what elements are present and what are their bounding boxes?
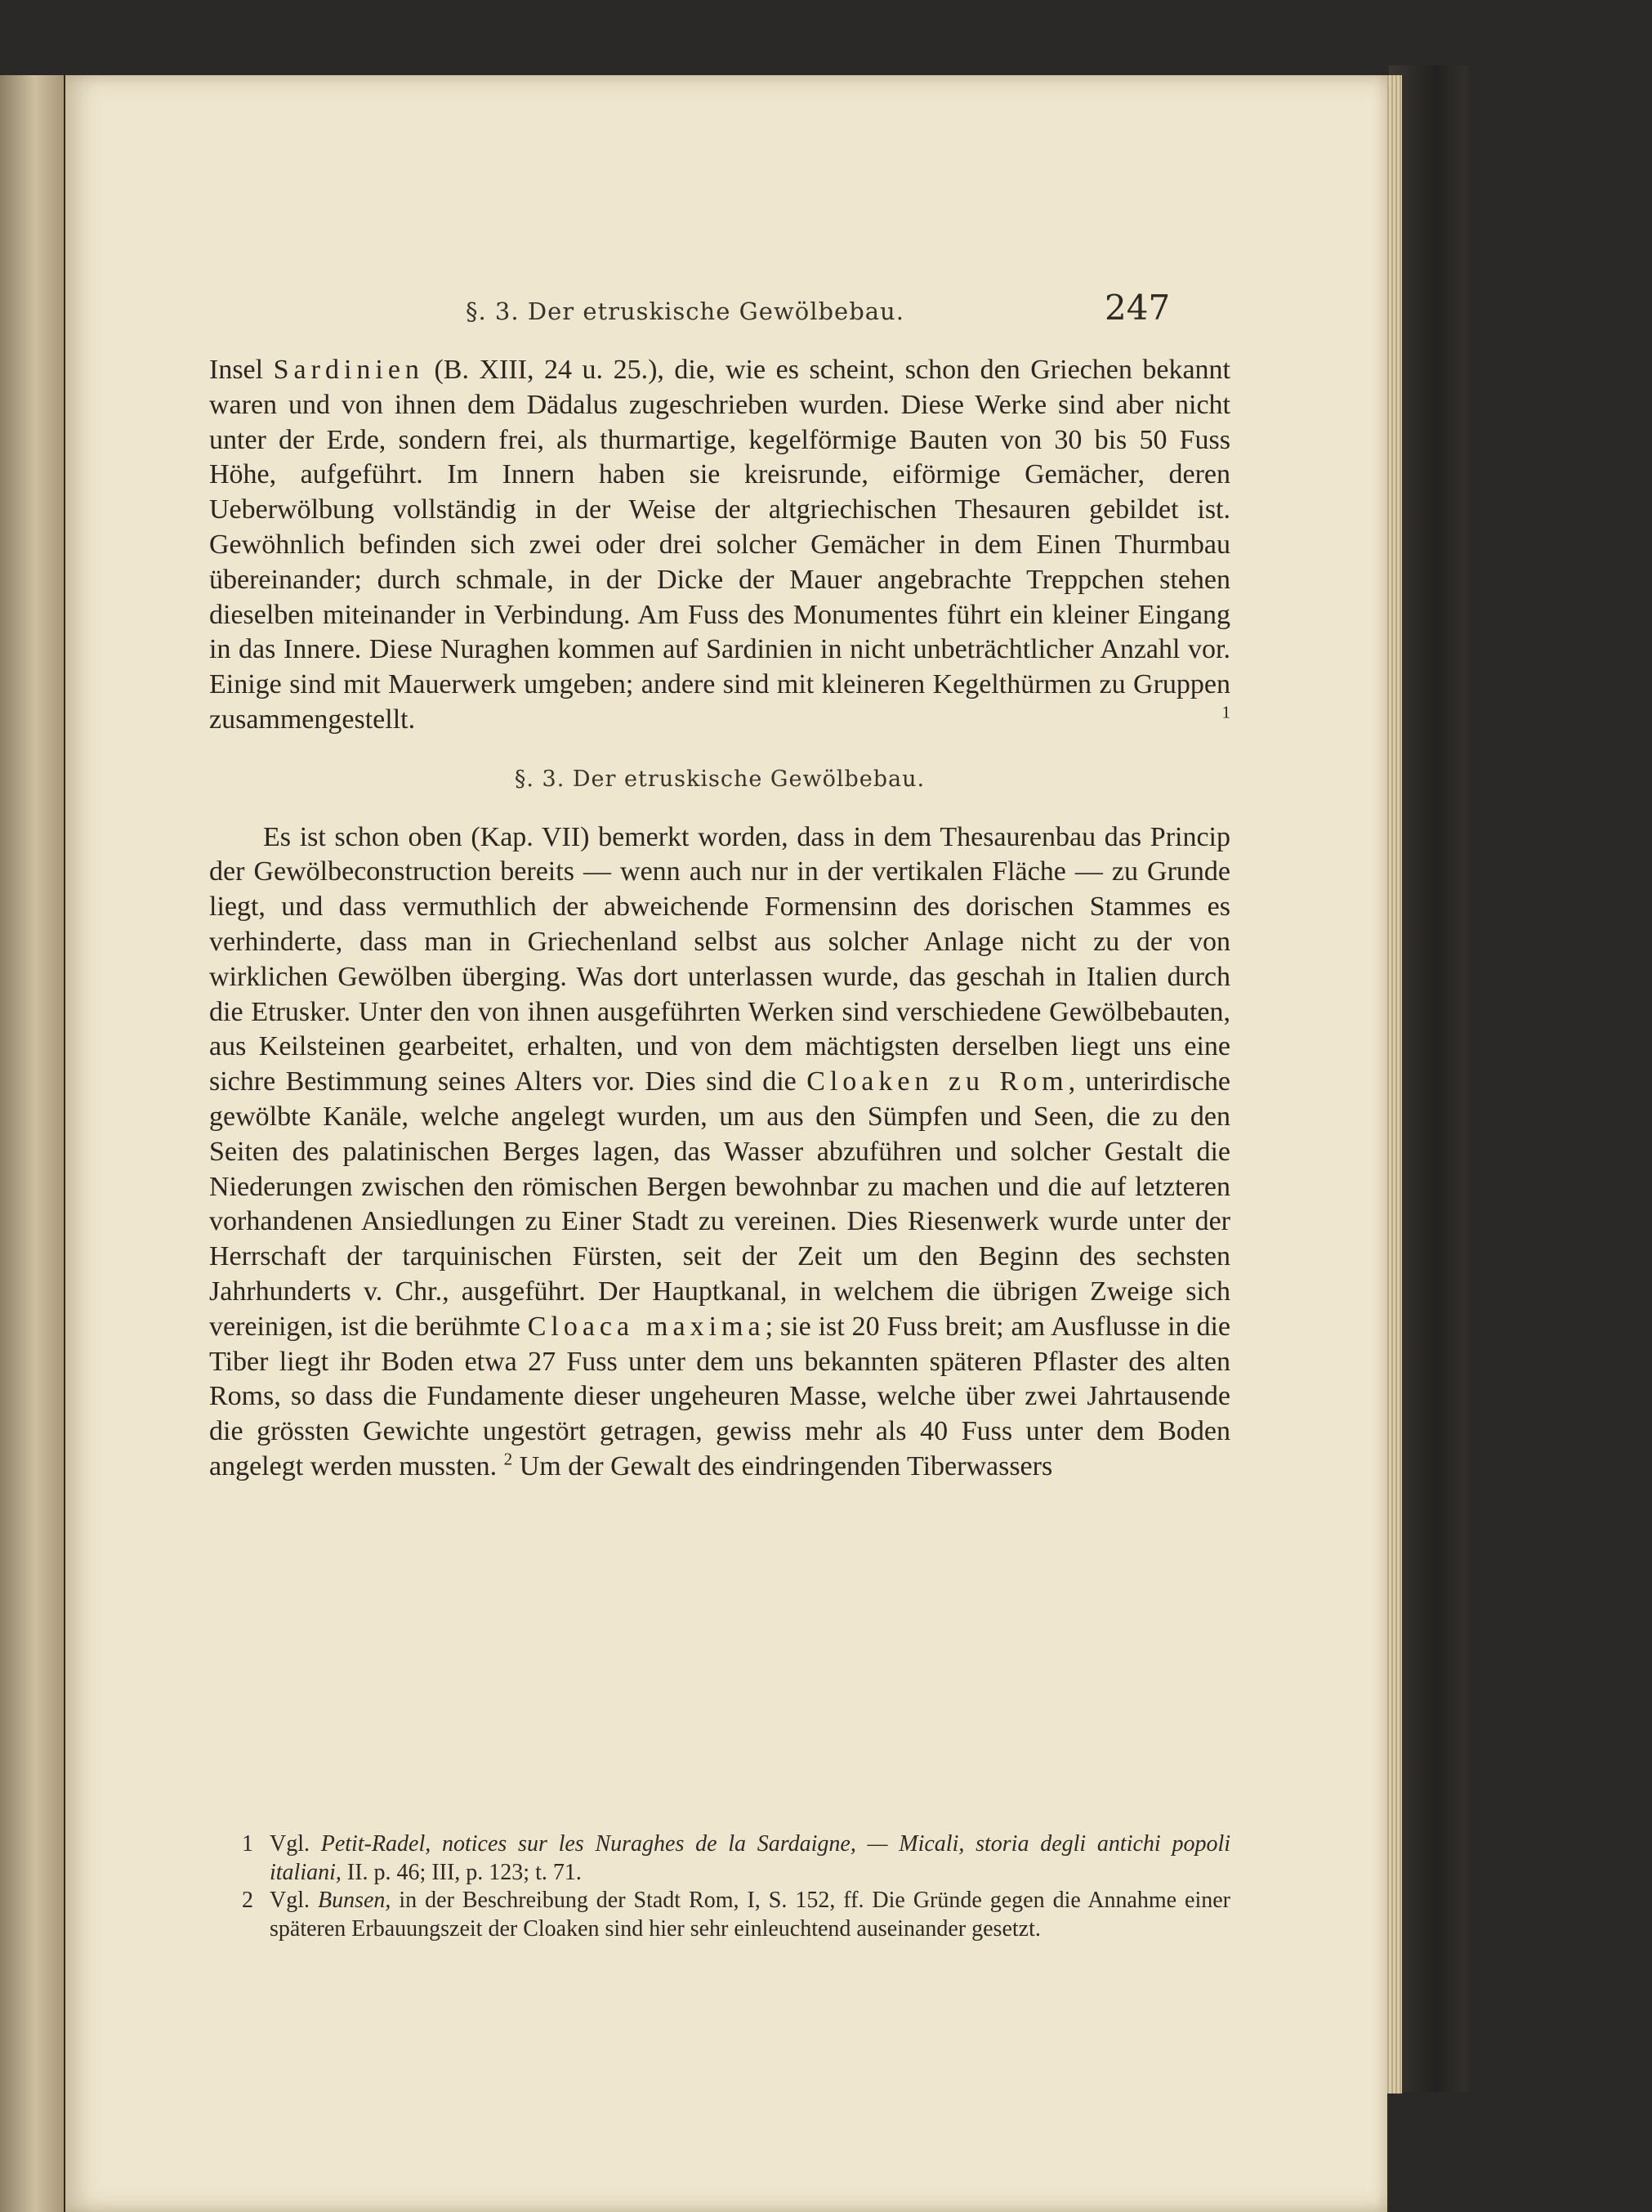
footnote-1 — [242, 1830, 1230, 1887]
footnote-number: 1 — [242, 1831, 253, 1857]
section-heading: §. 3. Der etruskische Gewölbebau. — [514, 766, 926, 792]
spaced-term-cloaca-maxima: Cloaca maxima — [527, 1311, 766, 1342]
body-text — [209, 353, 1230, 1485]
paragraph-gewoelbebau — [209, 820, 1230, 1485]
book-page — [65, 75, 1387, 2212]
paragraph-text: ; sie ist 20 Fuss breit; am Ausflusse in die Tiber liegt ihr Boden etwa 27 Fuss unter dem uns bekannten späteren Pflaster des alten Roms, so dass die Fundamente dieser ungeheuren Masse, welche über zwei Jahrtausende die grössten Gewichte ungestört getragen, gewiss mehr als 40 Fuss unter dem Boden angelegt werden mussten. — [209, 1311, 1231, 1481]
spaced-term-cloaken: Cloaken zu Rom — [806, 1066, 1069, 1097]
facing-page-edge — [0, 75, 64, 2212]
paragraph-text: Es ist schon oben (Kap. VII) bemerkt worden, dass in dem Thesaurenbau das Princip der Gewölbeconstruction bereits — wenn auch nur in der vertikalen Fläche — zu Grunde liegt, und dass vermuthlich der abweichende Formensinn des dorischen Stammes es verhinderte, dass man in Griechenland selbst aus solcher Anlage nicht zu der von wirklichen Gewölben überging. Was dort unterlassen wurde, das geschah in Italien durch die Etrusker. Unter den von ihnen ausgeführten Werken sind verschiedene Gewölbebauten, aus Keilsteinen gearbeitet, erhalten, und von dem mächtigsten derselben liegt uns eine sichre Bestimmung seines Alters vor. Dies sind die — [209, 821, 1230, 1097]
footnote-citation: Petit-Radel, notices sur les Nuraghes de la Sardaigne, — Micali, storia degli antichi popoli italiani, — [270, 1831, 1230, 1885]
footnote-ref-2: 2 — [503, 1449, 513, 1469]
footnotes — [242, 1830, 1230, 1943]
footnote-text: Vgl. — [270, 1831, 321, 1857]
footnote-text: in der Beschreibung der Stadt Rom, I, S. 152, ff. Die Gründe gegen die Annahme einer späteren Erbauungszeit der Cloaken sind hier sehr einleuchtend auseinander gesetzt. — [270, 1888, 1231, 1942]
paragraph-text: Um der Gewalt des eindringenden Tiberwassers — [512, 1450, 1053, 1481]
paragraph-text: (B. XIII, 24 u. 25.), die, wie es scheint, schon den Griechen bekannt waren und von ihnen dem Dädalus zugeschrieben wurden. Diese Werke sind aber nicht unter der Erde, sondern frei, als thurmartige, kegelförmige Bauten von 30 bis 50 Fuss Höhe, aufgeführt. Im Innern haben sie kreisrunde, eiförmige Gemächer, deren Ueberwölbung vollständig in der Weise der altgriechischen Thesauren gebildet ist. Gewöhnlich befinden sich zwei oder drei solcher Gemächer in dem Einen Thurmbau übereinander; durch schmale, in der Dicke der Mauer angebrachte Treppchen stehen dieselben miteinander in Verbindung. Am Fuss des Monumentes führt ein kleiner Eingang in das Innere. Diese Nuraghen kommen auf Sardinien in nicht unbeträchtlicher Anzahl vor. Einige sind mit Mauerwerk umgeben; andere sind mit kleineren Kegelthürmen zu Gruppen zusammengestellt. — [209, 355, 1231, 735]
paragraph-text: Insel — [209, 355, 274, 385]
paragraph-sardinien — [209, 353, 1230, 738]
page-header — [65, 286, 1387, 335]
running-head: §. 3. Der etruskische Gewölbebau. — [466, 297, 904, 325]
footnote-citation: Bunsen, — [317, 1888, 391, 1913]
footnote-number: 2 — [242, 1888, 253, 1913]
spaced-term-sardinien: Sardinien — [273, 355, 424, 385]
footnote-ref-1: 1 — [1221, 702, 1230, 722]
page-number: 247 — [1105, 288, 1171, 328]
paragraph-text: , unterirdische gewölbte Kanäle, welche angelegt wurden, um aus den Sümpfen und Seen, die zu den Seiten des palatinischen Berges lagen, das Wasser abzuführen und solcher Gestalt die Niederungen zwischen den römischen Bergen bewohnbar zu machen und die auf letzteren vorhandenen Ansiedlungen zu Einer Stadt zu vereinen. Dies Riesenwerk wurde unter der Herrschaft der tarquinischen Fürsten, seit der Zeit um den Beginn des sechsten Jahrhunderts v. Chr., ausgeführt. Der Hauptkanal, in welchem die übrigen Zweige sich vereinigen, ist die berühmte — [209, 1066, 1230, 1342]
footnote-text: Vgl. — [270, 1888, 318, 1913]
footnote-2 — [242, 1887, 1230, 1943]
footnote-text: II. p. 46; III, p. 123; t. 71. — [341, 1859, 582, 1885]
